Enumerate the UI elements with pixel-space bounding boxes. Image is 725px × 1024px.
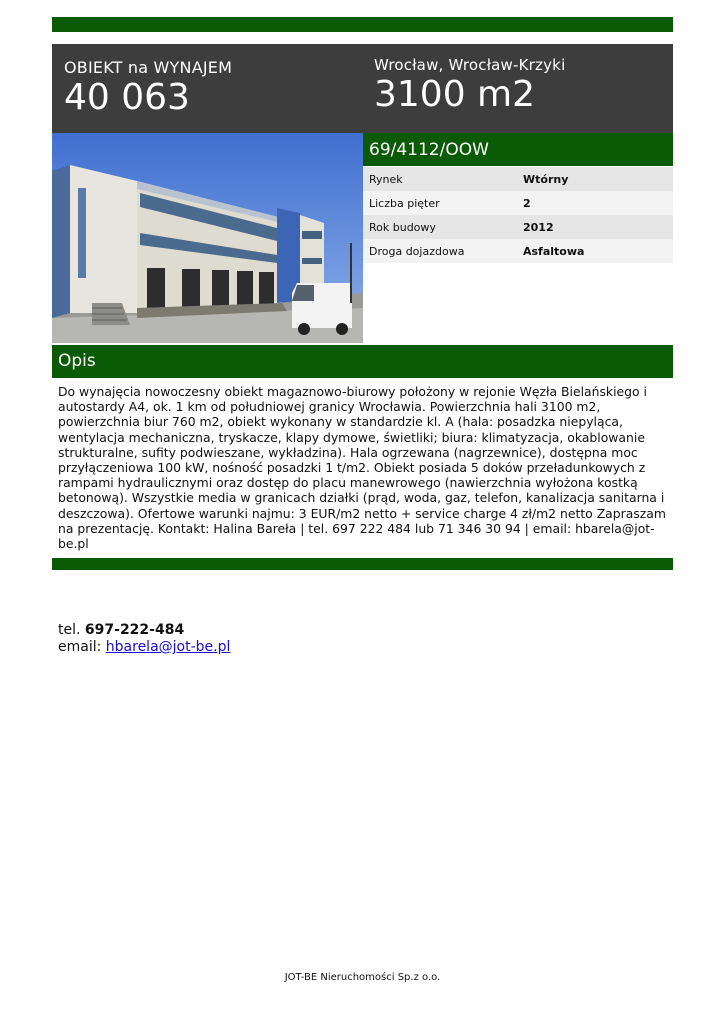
param-label: Liczba pięter [363, 191, 517, 215]
offer-location: Wrocław, Wrocław-Krzyki [374, 56, 566, 74]
param-value: 2 [517, 191, 673, 215]
param-label: Rok budowy [363, 215, 517, 239]
email-link[interactable]: hbarela@jot-be.pl [105, 639, 231, 655]
param-label: Rynek [363, 167, 517, 191]
top-accent-bar [52, 17, 673, 32]
phone-label: tel. [58, 622, 81, 638]
offer-type-label: OBIEKT na WYNAJEM [64, 58, 233, 77]
contact-email [58, 639, 230, 656]
offer-header [52, 44, 673, 133]
reference-code: 69/4112/OOW [369, 140, 489, 160]
param-value: Wtórny [517, 167, 673, 191]
param-value: 2012 [517, 215, 673, 239]
offer-area: 3100 m2 [374, 74, 536, 115]
description-title: Opis [58, 351, 96, 371]
footer-company: JOT-BE Nieruchomości Sp.z o.o. [284, 972, 441, 983]
contact-phone [58, 622, 230, 639]
property-photo [52, 133, 363, 343]
phone-number: 697-222-484 [84, 622, 185, 638]
offer-number: 40 063 [64, 77, 190, 118]
warehouse-building-image [52, 133, 363, 343]
reference-bar [363, 133, 673, 166]
description-header [52, 345, 673, 378]
table-row [363, 191, 673, 215]
description-text: Do wynajęcia nowoczesny obiekt magaznowo-biurowy położony w rejonie Węzła Bielańskiego i autostardy A4, ok. 1 km od południowej granicy Wrocławia. Powierzchnia hali 3100 m2, powierzchnia biur 760 m2, obiekt wykonany w standardzie kl. A (hala: posadzka niepyląca, wentylacja mechaniczna, tryskacze, klapy dymowe, świetliki; biura: klimatyzacja, okablowanie strukturalne, sufity podwieszane, wykładzina). Hala ogrzewana (nagrzewnice), dostępna moc przyłączeniowa 100 kW, nośność posadzki 1 t/m2. Obiekt posiada 5 doków przeładunkowych z rampami hydraulicznymi oraz dostęp do placu manewrowego (nawierzchnia wyłożona kostką betonową). Wszystkie media w granicach działki (prąd, woda, gaz, telefon, kanalizacja sanitarna i deszczowa). Ofertowe warunki najmu: 3 EUR/m2 netto + service charge 4 zł/m2 netto Zapraszam na prezentację. Kontakt: Halina Bareła | tel. 697 222 484 lub 71 346 30 94 | email: hbarela@jot-be.pl [58, 384, 666, 552]
email-label: email: [58, 639, 102, 655]
param-label: Droga dojazdowa [363, 239, 517, 263]
property-params-table [363, 167, 673, 263]
table-row [363, 167, 673, 191]
table-row [363, 239, 673, 263]
param-value: Asfaltowa [517, 239, 673, 263]
bottom-accent-bar [52, 558, 673, 570]
contact-block [58, 622, 230, 656]
table-row [363, 215, 673, 239]
